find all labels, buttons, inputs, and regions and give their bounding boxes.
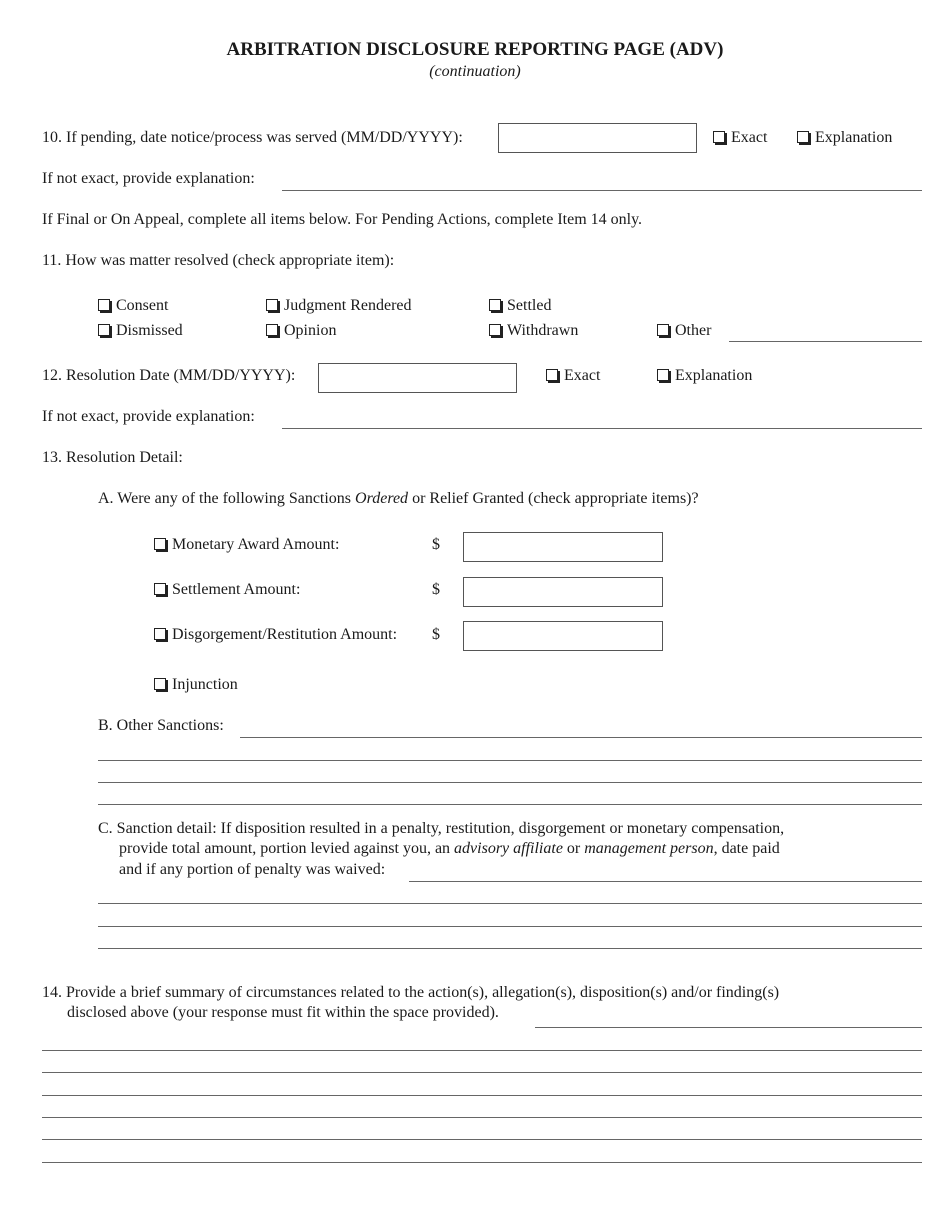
checkbox-icon (489, 299, 501, 311)
sanction-detail-em: management person (584, 840, 714, 857)
item10-explanation-line[interactable] (282, 190, 922, 191)
other-sanctions-label: B. Other Sanctions: (98, 717, 224, 734)
settled-checkbox[interactable] (489, 296, 551, 316)
checkbox-icon (657, 324, 669, 336)
sanction-detail-line1: C. Sanction detail: If disposition resulted in a penalty, restitution, disgorgement or monetary compensation, (98, 820, 785, 837)
judgment-rendered-label: Judgment Rendered (284, 297, 412, 314)
sanction-detail-line[interactable] (98, 948, 922, 949)
item12-explanation-line[interactable] (282, 428, 922, 429)
item14-line1: 14. Provide a brief summary of circumstances related to the action(s), allegation(s), disposition(s) and/or finding(s) (42, 984, 780, 1001)
item13a-text-pre: A. Were any of the following Sanctions (98, 490, 356, 507)
summary-line[interactable] (42, 1139, 922, 1140)
item13-label: 13. Resolution Detail: (42, 449, 183, 466)
checkbox-icon (489, 324, 501, 336)
summary-line[interactable] (42, 1162, 922, 1163)
checkbox-icon (98, 324, 110, 336)
sanction-detail-line[interactable] (98, 903, 922, 904)
other-checkbox[interactable] (657, 321, 711, 341)
checkbox-icon (98, 299, 110, 311)
sanction-detail-text: , date paid (713, 840, 780, 857)
instruction-text: If Final or On Appeal, complete all items below. For Pending Actions, complete Item 14 only. (42, 211, 643, 228)
checkbox-icon (154, 583, 166, 595)
checkbox-icon (266, 299, 278, 311)
checkbox-icon (266, 324, 278, 336)
monetary-award-label: Monetary Award Amount: (172, 536, 340, 553)
injunction-checkbox[interactable] (154, 675, 238, 695)
other-sanctions-line[interactable] (98, 760, 922, 761)
opinion-checkbox[interactable] (266, 321, 336, 341)
item12-date-input[interactable] (318, 363, 517, 393)
settlement-label: Settlement Amount: (172, 581, 301, 598)
summary-line[interactable] (42, 1050, 922, 1051)
checkbox-icon (154, 538, 166, 550)
item11-label: 11. How was matter resolved (check appropriate item): (42, 252, 395, 269)
dismissed-checkbox[interactable] (98, 321, 183, 341)
page-subtitle: (continuation) (429, 63, 521, 80)
item12-label: 12. Resolution Date (MM/DD/YYYY): (42, 367, 296, 384)
item13a-text-em: Ordered (355, 490, 409, 507)
sanction-detail-line2 (119, 839, 780, 859)
checkbox-icon (154, 628, 166, 640)
checkbox-icon (657, 369, 669, 381)
other-sanctions-line[interactable] (98, 782, 922, 783)
sanction-detail-text: provide total amount, portion levied against you, an (119, 840, 455, 857)
other-label: Other (675, 322, 712, 339)
dismissed-label: Dismissed (116, 322, 183, 339)
other-sanctions-line[interactable] (240, 737, 922, 738)
sanction-detail-line[interactable] (98, 926, 922, 927)
page-title: ARBITRATION DISCLOSURE REPORTING PAGE (ADV) (226, 39, 724, 60)
item12-exact-checkbox[interactable] (546, 366, 600, 386)
consent-checkbox[interactable] (98, 296, 168, 316)
disgorgement-input[interactable] (463, 621, 663, 651)
judgment-rendered-checkbox[interactable] (266, 296, 412, 316)
currency-symbol: $ (432, 581, 440, 598)
sanction-detail-line[interactable] (409, 881, 922, 882)
monetary-award-checkbox[interactable] (154, 535, 339, 555)
opinion-label: Opinion (284, 322, 337, 339)
item10-exact-checkbox[interactable] (713, 128, 767, 148)
sanction-detail-em: advisory affiliate (454, 840, 563, 857)
item10-explanation-checkbox[interactable] (797, 128, 892, 148)
disgorgement-label: Disgorgement/Restitution Amount: (172, 626, 398, 643)
item12-explanation-checkbox[interactable] (657, 366, 752, 386)
checkbox-icon (546, 369, 558, 381)
other-sanctions-line[interactable] (98, 804, 922, 805)
item10-date-input[interactable] (498, 123, 697, 153)
withdrawn-checkbox[interactable] (489, 321, 578, 341)
checkbox-icon (797, 131, 809, 143)
checkbox-icon (154, 678, 166, 690)
summary-line[interactable] (535, 1027, 922, 1028)
disgorgement-checkbox[interactable] (154, 625, 397, 645)
settlement-input[interactable] (463, 577, 663, 607)
currency-symbol: $ (432, 536, 440, 553)
item12-not-exact-label: If not exact, provide explanation: (42, 408, 255, 425)
item10-exact-label: Exact (731, 129, 768, 146)
item10-label: 10. If pending, date notice/process was served (MM/DD/YYYY): (42, 129, 463, 146)
other-specify-line[interactable] (729, 341, 922, 342)
summary-line[interactable] (42, 1095, 922, 1096)
item13a-text-post: or Relief Granted (check appropriate items)? (408, 490, 699, 507)
item14-line2: disclosed above (your response must fit within the space provided). (67, 1004, 499, 1021)
currency-symbol: $ (432, 626, 440, 643)
item12-explanation-label: Explanation (675, 367, 753, 384)
monetary-award-input[interactable] (463, 532, 663, 562)
sanction-detail-line3: and if any portion of penalty was waived: (119, 861, 386, 878)
item12-exact-label: Exact (564, 367, 601, 384)
withdrawn-label: Withdrawn (507, 322, 579, 339)
checkbox-icon (713, 131, 725, 143)
item10-explanation-label: Explanation (815, 129, 893, 146)
item13a-question (98, 489, 699, 509)
summary-line[interactable] (42, 1072, 922, 1073)
injunction-label: Injunction (172, 676, 238, 693)
sanction-detail-text: or (562, 840, 585, 857)
consent-label: Consent (116, 297, 169, 314)
settlement-checkbox[interactable] (154, 580, 300, 600)
settled-label: Settled (507, 297, 552, 314)
summary-line[interactable] (42, 1117, 922, 1118)
item10-not-exact-label: If not exact, provide explanation: (42, 170, 255, 187)
